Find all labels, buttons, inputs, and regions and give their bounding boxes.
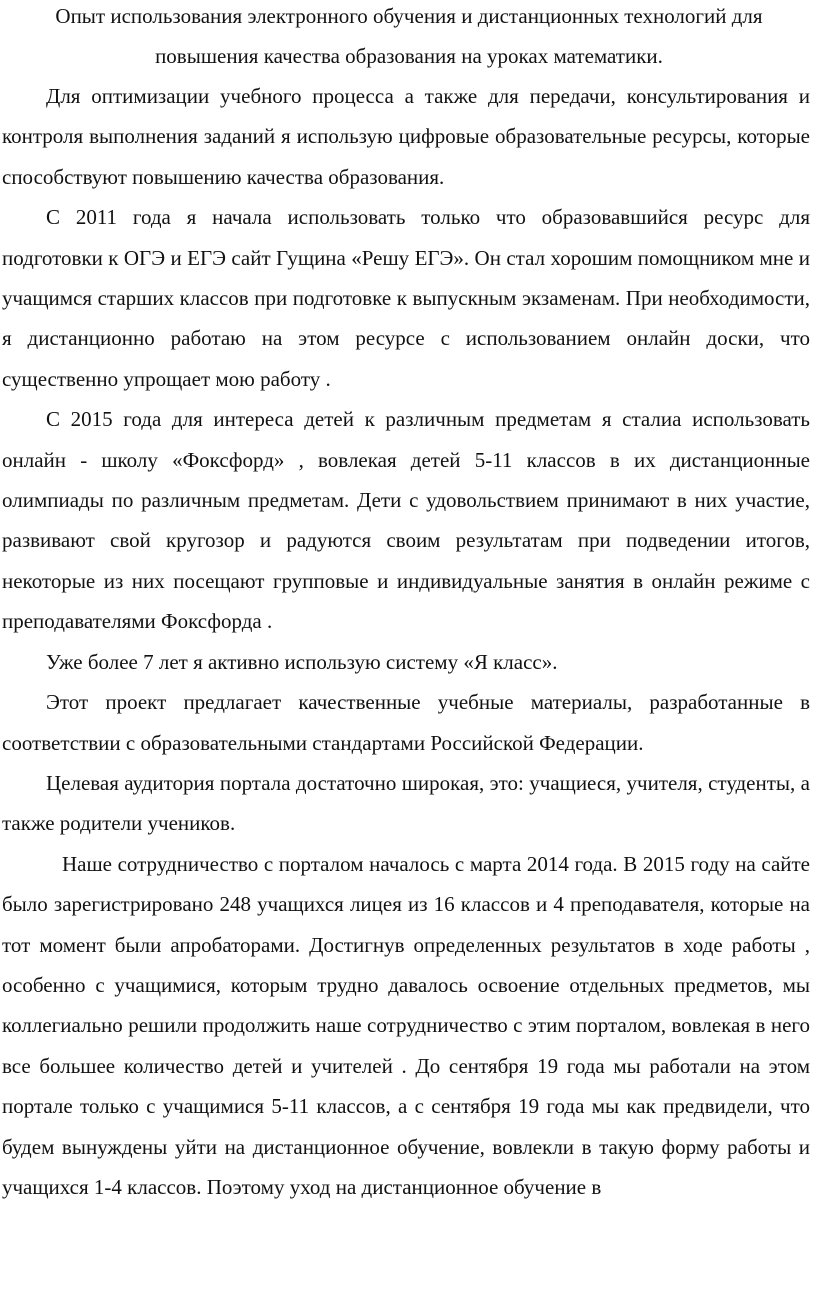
paragraph-foxford: С 2015 года для интереса детей к различным предметам я сталиа использовать онлайн - школу «Фоксфорд» , вовлекая детей 5-11 классов в их дистанционные олимпиады по различным предметам. Дети с удовольствием принимают в них участие, развивают свой кругозор и радуются своим результатам при подведении итогов, некоторые из них посещают групповые и индивидуальные занятия в онлайн режиме с преподавателями Фоксфорда . bbox=[2, 407, 810, 634]
paragraph-reshu-ege: С 2011 года я начала использовать только что образовавшийся ресурс для подготовки к ОГЭ и ЕГЭ сайт Гущина «Решу ЕГЭ». Он стал хорошим помощником мне и учащимся старших классов при подготовке к выпускным экзаменам. При необходимости, я дистанционно работаю на этом ресурсе с использованием онлайн доски, что существенно упрощает мою работу . bbox=[2, 205, 810, 391]
paragraph-project-description: Этот проект предлагает качественные учебные материалы, разработанные в соответствии с образовательными стандартами Российской Федерации. bbox=[2, 690, 810, 755]
paragraph-target-audience: Целевая аудитория портала достаточно широкая, это: учащиеся, учителя, студенты, а также родители учеников. bbox=[2, 770, 810, 836]
paragraph-digital-resources: Для оптимизации учебного процесса а также для передачи, консультирования и контроля выполнения заданий я использую цифровые образовательные ресурсы, которые способствуют повышению качества образования. bbox=[2, 84, 810, 189]
paragraph-cooperation-history: Наше сотрудничество с порталом началось с марта 2014 года. В 2015 году на сайте было зарегистрировано 248 учащихся лицея из 16 классов и 4 преподавателя, которые на тот момент были апробаторами. Достигнув определенных результатов в ходе работы , особенно с учащимися, которым трудно давалось освоение отдельных предметов, мы коллегиально решили продолжить наше сотрудничество с этим порталом, вовлекая в него все большее количество детей и учителей . До сентября 19 года мы работали на этом портале только с учащимися 5-11 классов, а с сентября 19 года мы как предвидели, что будем вынуждены уйти на дистанционное обучение, вовлекли в такую форму работы и учащихся 1-4 классов. Поэтому уход на дистанционное обучение в bbox=[2, 851, 810, 1199]
paragraph-yaklass-intro: Уже более 7 лет я активно использую систему «Я класс». bbox=[46, 649, 558, 674]
document-title: Опыт использования электронного обучения и дистанционных технологий для повышения качества образования на уроках математики. bbox=[55, 4, 763, 68]
